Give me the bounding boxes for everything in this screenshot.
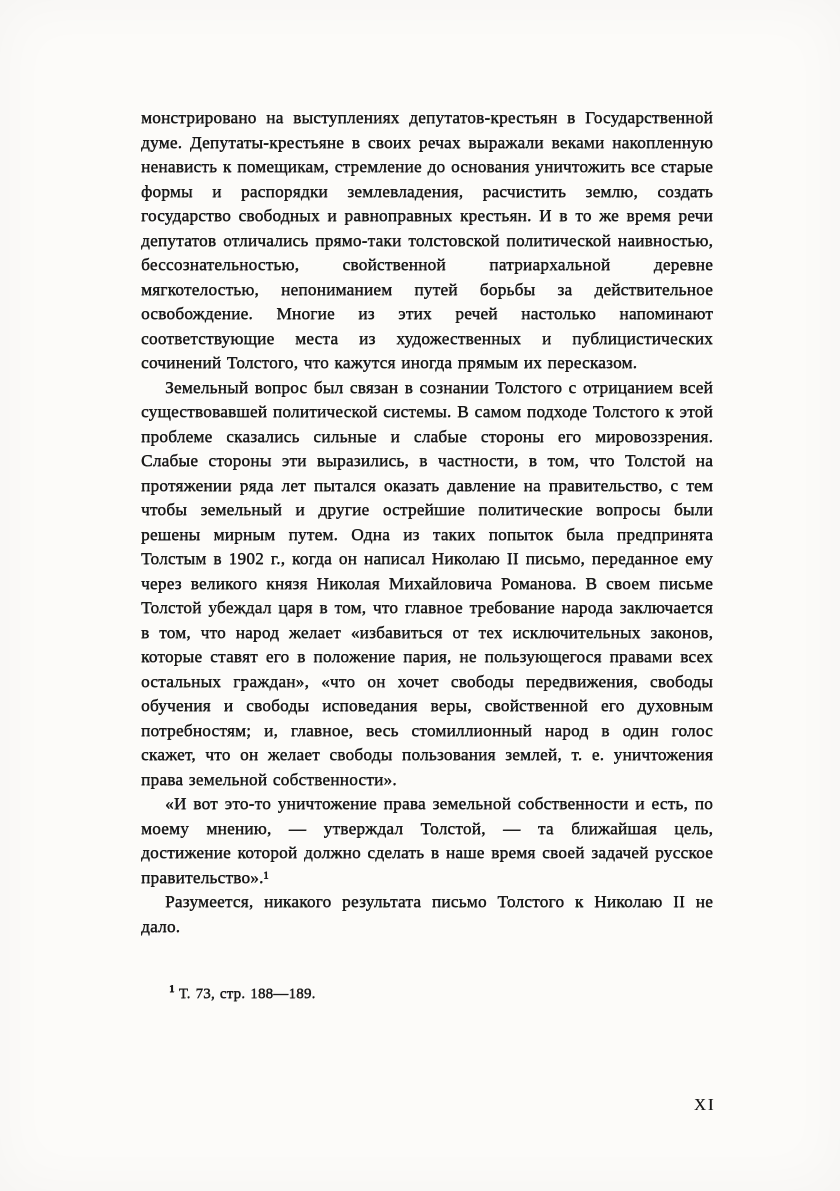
- footnote-text: Т. 73, стр. 188—189.: [178, 986, 316, 1002]
- page-number: XI: [694, 1095, 716, 1114]
- footnote: [141, 979, 713, 1004]
- body-paragraph: Разумеется, никакого результата письмо Толстого к Николаю II не дало.: [141, 892, 713, 936]
- body-paragraph: монстрировано на выступлениях депутатов-крестьян в Государственной думе. Депутаты-крестьяне в своих речах выражали веками накопленную ненависть к помещикам, стремление до основания уничтожить все старые формы и распорядки землевладения, расчистить землю, создать государство свободных и равноправных крестьян. И в то же время речи депутатов отличались прямо-таки толстовской политической наивностью, бессознательностью, свойственной патриархальной деревне мягкотелостью, непониманием путей борьбы за действительное освобождение. Многие из этих речей настолько напоминают соответствующие места из художественных и публицистических сочинений Толстого, что кажутся иногда прямым их пересказом.: [141, 108, 713, 372]
- body-paragraph: Земельный вопрос был связан в сознании Толстого с отрицанием всей существовавшей политической системы. В самом подходе Толстого к этой проблеме сказались сильные и слабые стороны его мировоззрения. Слабые стороны эти выразились, в частности, в том, что Толстой на протяжении ряда лет пытался оказать давление на правительство, с тем чтобы земельный и другие острейшие политические вопросы были решены мирным путем. Одна из таких попыток была предпринята Толстым в 1902 г., когда он написал Николаю II письмо, переданное ему через великого князя Николая Михайловича Романова. В своем письме Толстой убеждал царя в том, что главное требование народа заключается в том, что народ желает «избавиться от тех исключительных законов, которые ставят его в положение пария, не пользующегося правами всех остальных граждан», «что он хочет свободы передвижения, свободы обучения и свободы исповедания веры, свойственной его духовным потребностям; и, главное, весь стомиллионный народ в один голос скажет, что он желает свободы пользования землей, т. е. уничтожения права земельной собственности».: [141, 377, 713, 789]
- body-paragraph: «И вот это-то уничтожение права земельной собственности и есть, по моему мнению, — утверждал Толстой, — та ближайшая цель, достижение которой должно сделать в наше время своей задачей русское правительство».¹: [141, 794, 713, 887]
- text-block: [141, 106, 713, 1004]
- footnote-marker: 1: [169, 983, 175, 995]
